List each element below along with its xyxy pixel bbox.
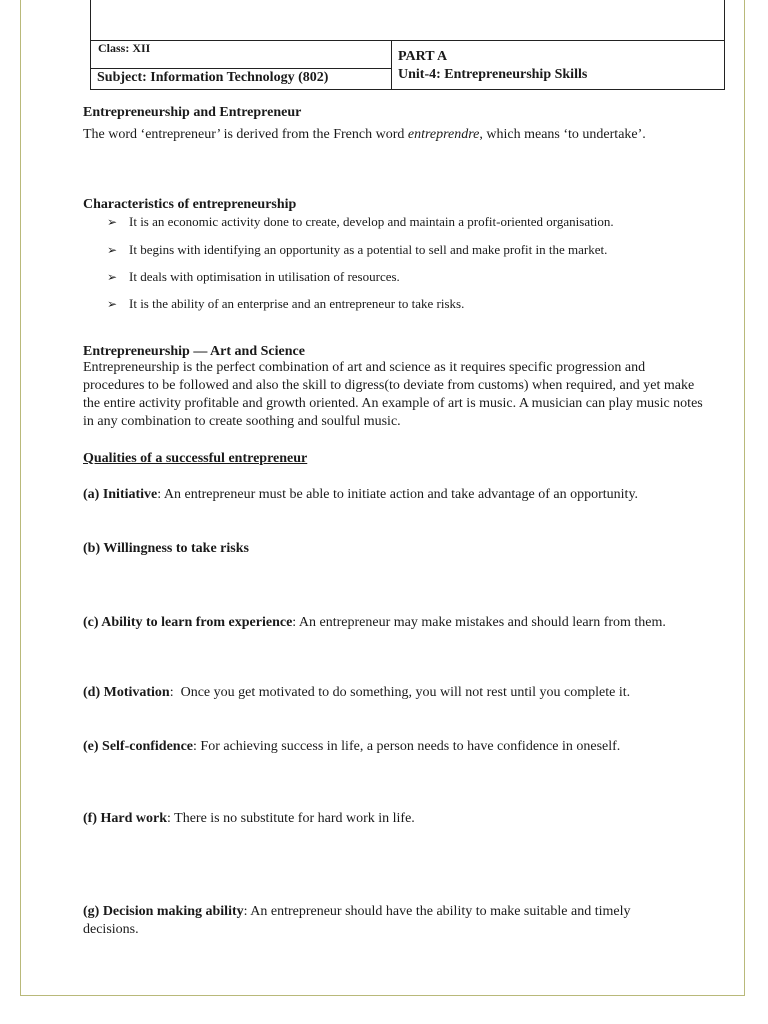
quality-label: (f) Hard work <box>83 811 167 826</box>
quality-item-self-confidence <box>83 738 620 756</box>
header-table-top-row <box>90 0 725 41</box>
quality-item-decision-making <box>83 903 683 939</box>
quality-text: : An entrepreneur may make mistakes and should learn from them. <box>292 615 666 630</box>
definition-text-after: , which means ‘to undertake’. <box>479 127 646 142</box>
quality-text: : For achieving success in life, a person needs to have confidence in oneself. <box>193 739 621 754</box>
definition-text-before: The word ‘entrepreneur’ is derived from the French word <box>83 127 408 142</box>
arrow-bullet-icon: ➢ <box>107 270 118 284</box>
list-item <box>107 268 400 286</box>
quality-item-learning <box>83 614 666 632</box>
quality-label: (c) Ability to learn from experience <box>83 615 293 630</box>
quality-label: (a) Initiative <box>83 487 158 502</box>
quality-text: : Once you get motivated to do something, you will not rest until you complete it. <box>169 685 631 700</box>
arrow-bullet-icon: ➢ <box>107 243 118 257</box>
section-heading-characteristics: Characteristics of entrepreneurship <box>83 197 297 212</box>
quality-item-risk <box>83 540 249 558</box>
section1-definition <box>83 126 646 144</box>
arrow-bullet-icon: ➢ <box>107 215 118 229</box>
bullet-text: It is the ability of an enterprise and an entrepreneur to take risks. <box>129 296 465 311</box>
arrow-bullet-icon: ➢ <box>107 297 118 311</box>
quality-text: : An entrepreneur should have the ability to make suitable and timely decisions. <box>83 904 631 937</box>
bullet-text: It deals with optimisation in utilisation of resources. <box>129 269 400 284</box>
definition-french-word: entreprendre <box>407 127 480 142</box>
list-item <box>107 241 607 259</box>
bullet-text: It is an economic activity done to create, develop and maintain a profit-oriented organisation. <box>129 214 614 229</box>
section-heading-qualities: Qualities of a successful entrepreneur <box>83 451 308 466</box>
list-item <box>107 213 614 231</box>
quality-item-hard-work <box>83 810 415 828</box>
quality-text: : An entrepreneur must be able to initiate action and take advantage of an opportunity. <box>157 487 639 502</box>
unit-label: Unit-4: Entrepreneurship Skills <box>398 67 588 82</box>
list-item <box>107 295 464 313</box>
art-science-paragraph: Entrepreneurship is the perfect combination of art and science as it requires specific progression and procedures to be followed and also the skill to digress(to deviate from customs) when required, and yet make the entire activity profitable and growth oriented. An example of art is music. A musician can play music notes in any combination to create soothing and soulful music. <box>83 360 703 429</box>
part-label: PART A <box>398 49 448 64</box>
quality-label: (d) Motivation <box>83 685 170 700</box>
bullet-text: It begins with identifying an opportunity as a potential to sell and make profit in the market. <box>129 242 608 257</box>
quality-label: (g) Decision making ability <box>83 904 244 919</box>
quality-item-motivation <box>83 684 630 702</box>
section-heading-entrepreneurship: Entrepreneurship and Entrepreneur <box>83 105 302 120</box>
subject-label: Subject: Information Technology (802) <box>97 70 329 85</box>
quality-text: : There is no substitute for hard work in life. <box>167 811 415 826</box>
quality-item-initiative <box>83 486 638 504</box>
quality-label: (e) Self-confidence <box>83 739 194 754</box>
class-label: Class: XII <box>98 41 151 55</box>
quality-label: (b) Willingness to take risks <box>83 541 249 556</box>
section-heading-art-science: Entrepreneurship — Art and Science <box>83 344 305 359</box>
